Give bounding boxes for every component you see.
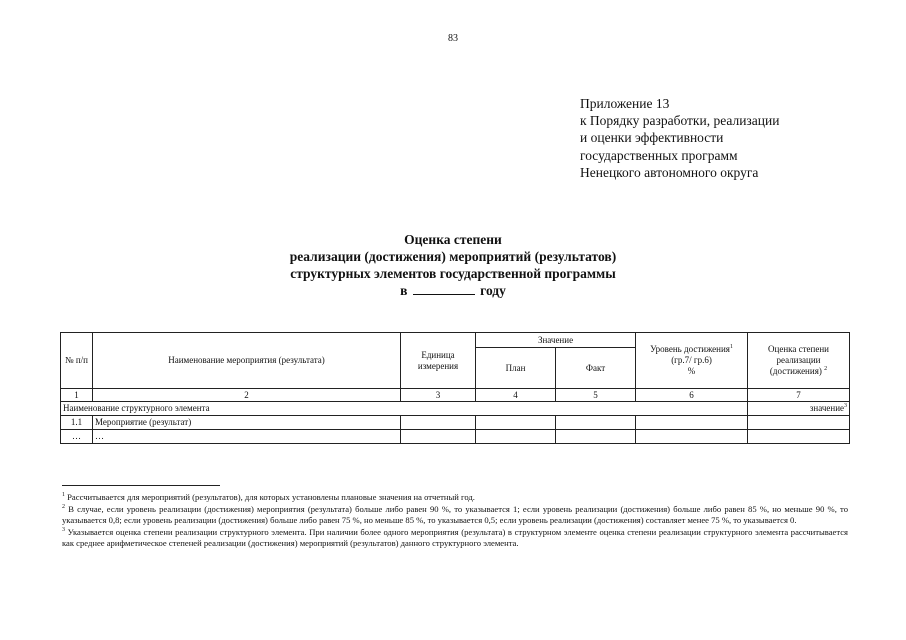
col-number: 1 — [61, 389, 93, 402]
header-score-text: Оценка степени реализации (достижения) — [768, 344, 829, 376]
structural-element-name: Наименование структурного элемента — [61, 402, 748, 416]
row-cell — [556, 430, 636, 444]
footnotes — [62, 492, 848, 550]
element-value-text: значение — [809, 403, 845, 413]
row-cell — [476, 416, 556, 430]
title-line: структурных элементов государственной программы — [290, 266, 616, 281]
footnote-mark: 3 — [62, 526, 65, 533]
header-fact: Факт — [556, 348, 636, 389]
row-num: … — [61, 430, 93, 444]
document-title — [0, 231, 906, 299]
appendix-line: государственных программ — [580, 147, 738, 163]
footnote-mark: 1 — [62, 492, 65, 499]
row-cell — [636, 416, 748, 430]
col-number: 6 — [636, 389, 748, 402]
col-number: 2 — [93, 389, 401, 402]
header-score — [748, 333, 850, 389]
header-unit: Единица измерения — [401, 333, 476, 389]
header-level-text: Уровень достижения — [650, 344, 730, 354]
footnote-text: Рассчитывается для мероприятий (результатов), для которых установлены плановые значения на отчетный год. — [67, 492, 475, 502]
footnote-separator — [62, 485, 220, 486]
col-number: 7 — [748, 389, 850, 402]
footnote-text: В случае, если уровень реализации (достижения) мероприятия (результата) больше либо равен 90 %, то указывается 1; если уровень реализации (достижения) больше либо равен 85 %, но меньше 90 %, то указывается 0,8; если уровень реализации (достижения) больше либо равен 75 %, но меньше 85 %, то указывается 0,5; если уровень реализации (достижения) составляет менее 75 %, то указывается 0. — [62, 503, 848, 526]
header-value: Значение — [476, 333, 636, 348]
footnote-mark: 2 — [62, 503, 65, 510]
col-number: 5 — [556, 389, 636, 402]
footnote-1 — [62, 492, 848, 504]
row-cell — [748, 416, 850, 430]
row-cell — [748, 430, 850, 444]
header-level — [636, 333, 748, 389]
evaluation-table — [60, 332, 850, 444]
row-cell — [401, 416, 476, 430]
header-num: № п/п — [61, 333, 93, 389]
col-number: 3 — [401, 389, 476, 402]
title-year-line — [0, 282, 906, 299]
footnote-2 — [62, 504, 848, 527]
page-number: 83 — [448, 33, 458, 44]
structural-element-row — [61, 402, 850, 416]
year-blank-field — [413, 282, 475, 295]
footnote-ref: 3 — [844, 403, 848, 409]
header-level-unit: % — [687, 366, 696, 376]
footnote-ref: 1 — [729, 344, 733, 350]
table-row — [61, 430, 850, 444]
row-cell — [636, 430, 748, 444]
row-cell — [476, 430, 556, 444]
row-cell — [556, 416, 636, 430]
footnote-3 — [62, 527, 848, 550]
title-line: реализации (достижения) мероприятий (результатов) — [289, 249, 617, 264]
year-prefix: в — [400, 283, 408, 298]
row-cell — [401, 430, 476, 444]
title-line: Оценка степени — [404, 232, 502, 247]
row-num: 1.1 — [61, 416, 93, 430]
col-number: 4 — [476, 389, 556, 402]
column-number-row — [61, 389, 850, 402]
appendix-line: и оценки эффективности — [580, 130, 724, 146]
header-level-formula: (гр.7/ гр.6) — [671, 355, 712, 365]
year-suffix: году — [480, 283, 506, 298]
appendix-line: Ненецкого автономного округа — [580, 164, 759, 180]
footnote-ref: 2 — [824, 366, 828, 372]
row-name: … — [93, 430, 401, 444]
structural-element-value — [748, 402, 850, 416]
footnote-text: Указывается оценка степени реализации структурного элемента. При наличии более одного мероприятия (результата) в структурном элементе оценка степени реализации структурного элемента рассчитывается как среднее арифметическое степеней реализации (достижения) мероприятий (результатов) данного структурного элемента. — [62, 526, 848, 549]
row-name: Мероприятие (результат) — [93, 416, 401, 430]
appendix-line: Приложение 13 — [580, 96, 670, 111]
appendix-line: к Порядку разработки, реализации — [580, 113, 780, 129]
header-plan: План — [476, 348, 556, 389]
table-row — [61, 416, 850, 430]
header-name: Наименование мероприятия (результата) — [93, 333, 401, 389]
appendix-block — [580, 95, 779, 181]
